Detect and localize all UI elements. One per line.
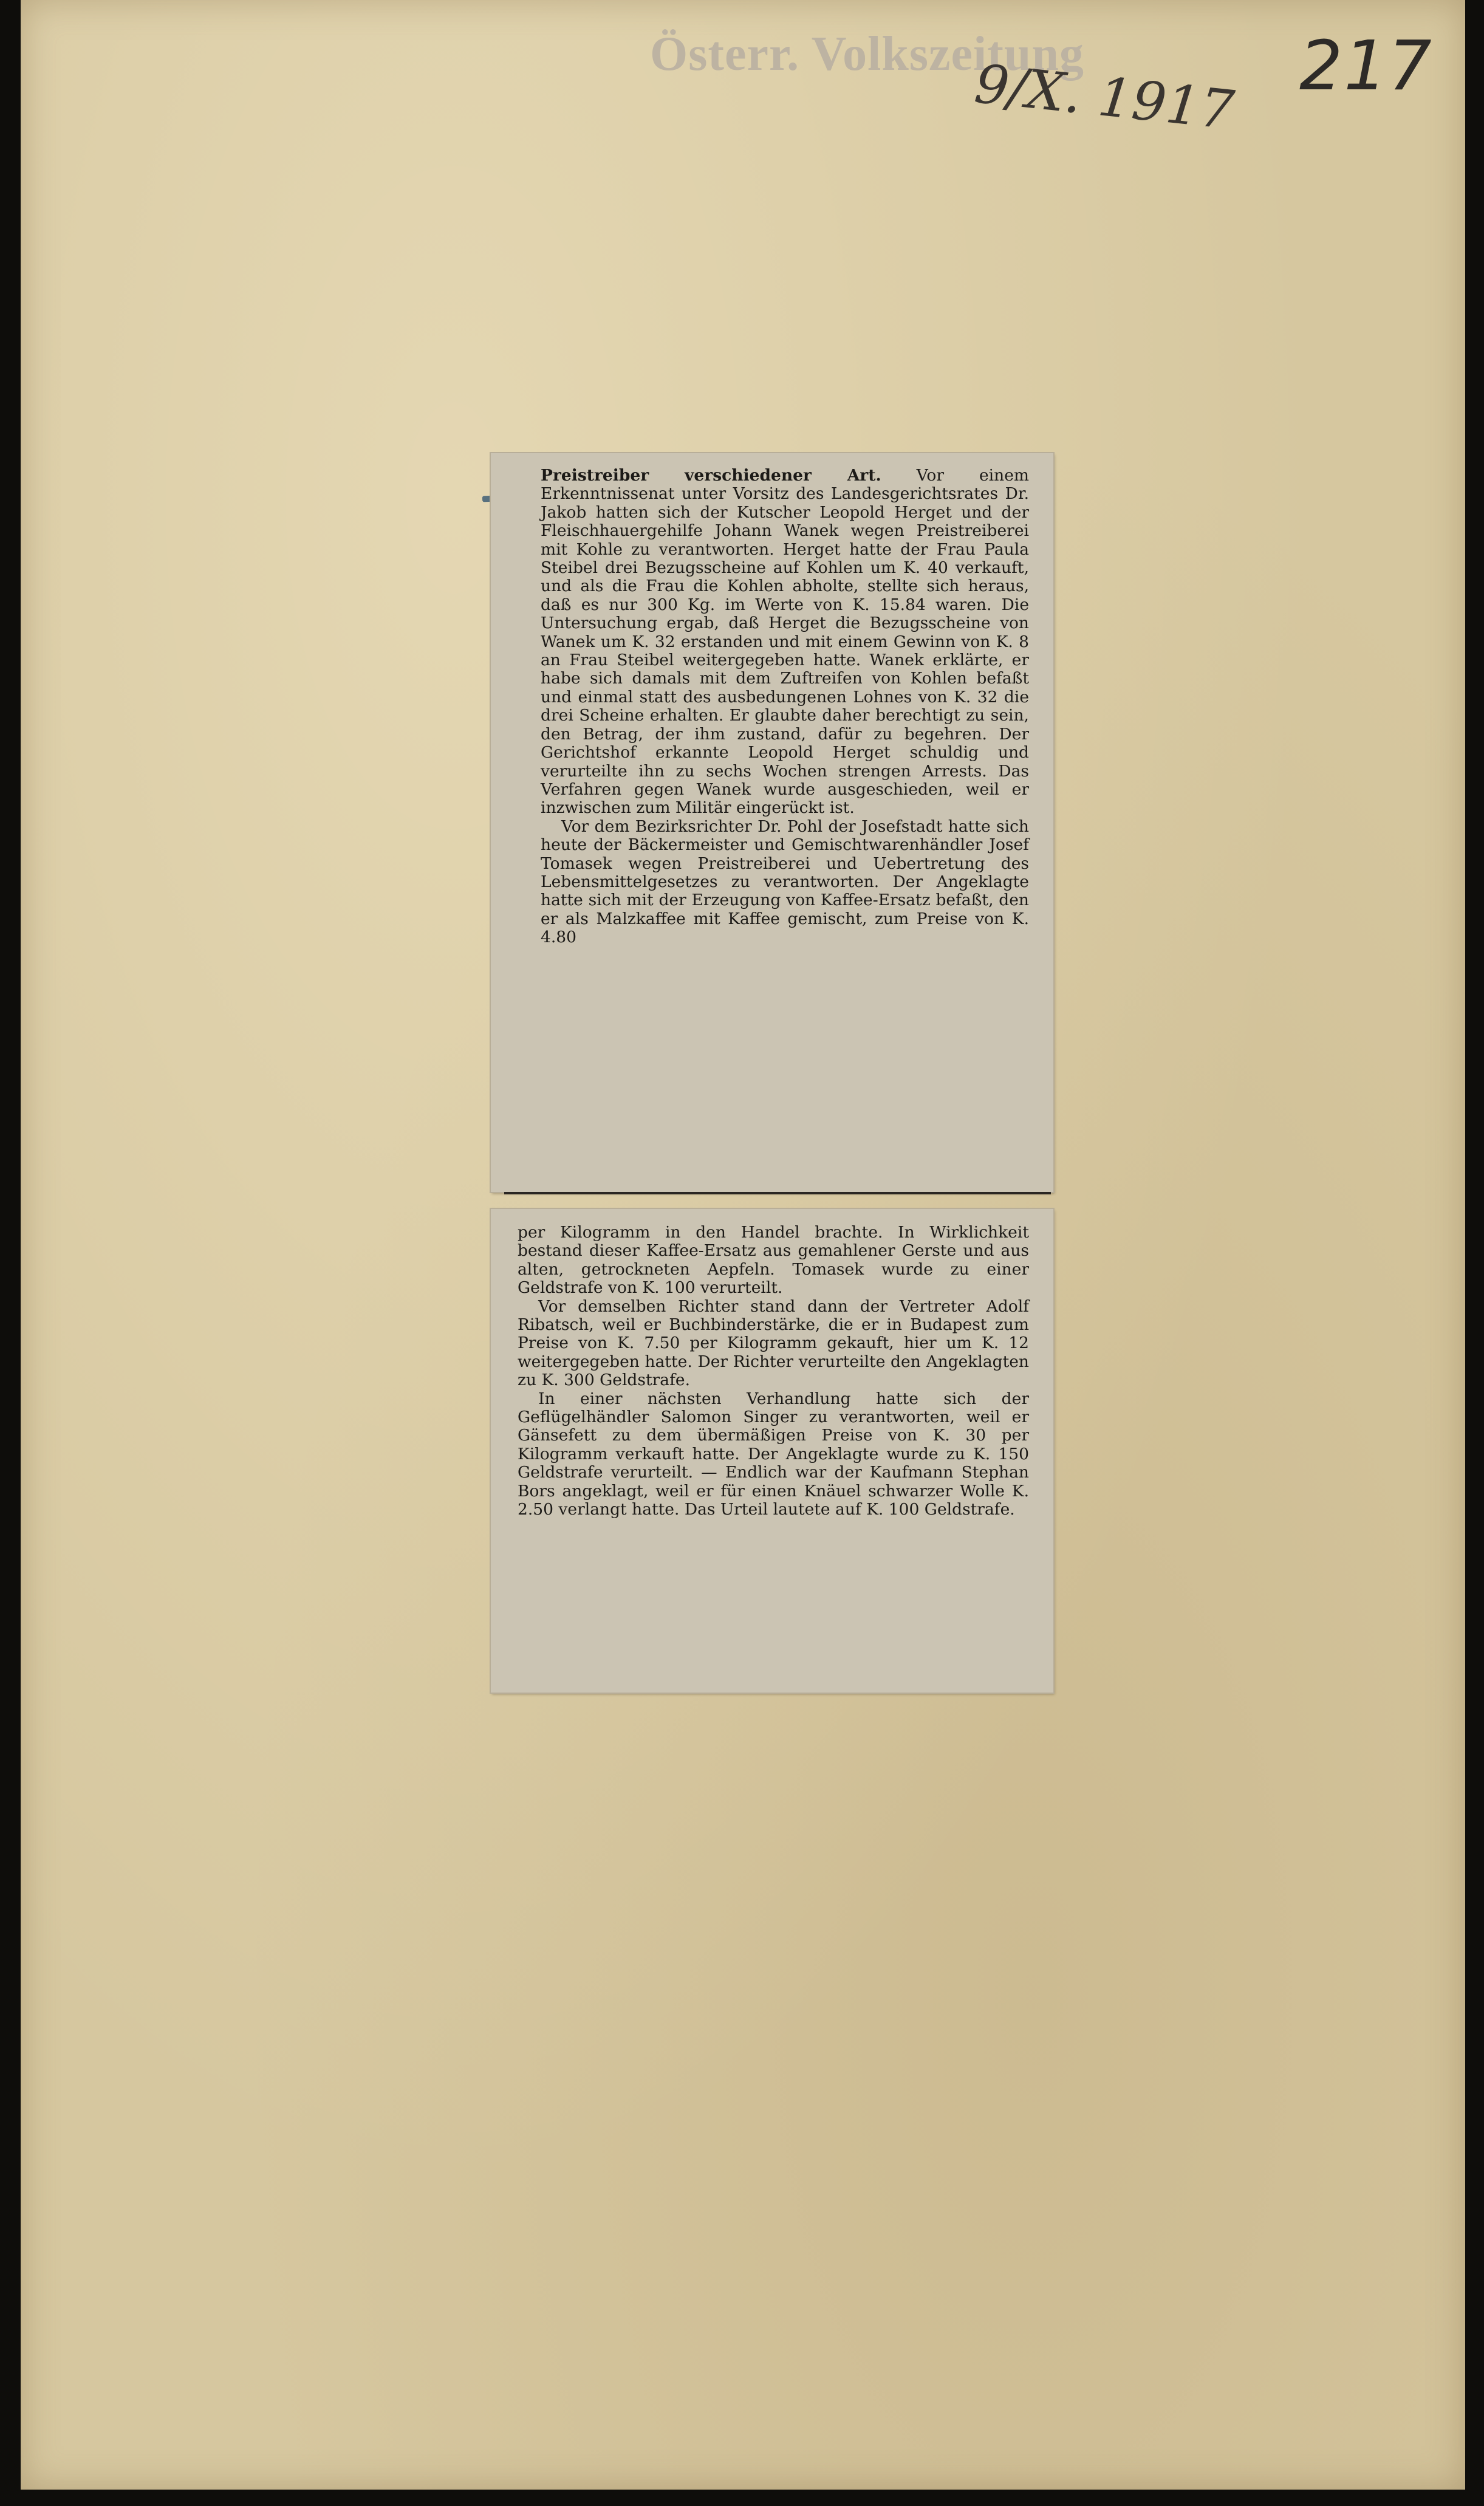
article-paragraph: Vor dem Bezirksrichter Dr. Pohl der Josefstadt hatte sich heute der Bäckermeister und Gemischtwarenhändler Josef Tomasek wegen Preistreiberei und Uebertretung des Lebensmittelgesetzes zu verantworten. Der Angeklagte hatte sich mit der Erzeugung von Kaffee-Ersatz befaßt, den er als Malzkaffee mit Kaffee gemischt, zum Preise von K. 4.80 xyxy=(541,817,1029,947)
clipping-separator xyxy=(504,1192,1051,1194)
newspaper-clipping-part-2 xyxy=(491,1209,1053,1693)
newspaper-clipping-part-1 xyxy=(491,453,1053,1192)
article-paragraph: per Kilogramm in den Handel brachte. In Wirklichkeit bestand dieser Kaffee-Ersatz aus gemahlener Gerste und aus alten, getrockneten Aepfeln. Tomasek wurde zu einer Geldstrafe von K. 100 verurteilt. xyxy=(518,1223,1029,1298)
article-paragraph-text: Vor einem Erkenntnissenat unter Vorsitz des Landesgerichtsrates Dr. Jakob hatten sich der Kutscher Leopold Herget und der Fleischhauergehilfe Johann Wanek wegen Preistreiberei mit Kohle zu verantworten. Herget hatte der Frau Paula Steibel drei Bezugsscheine auf Kohlen um K. 40 verkauft, und als die Frau die Kohlen abholte, stellte sich heraus, daß es nur 300 Kg. im Werte von K. 15.84 waren. Die Untersuchung ergab, daß Herget die Bezugsscheine von Wanek um K. 32 erstanden und mit einem Gewinn von K. 8 an Frau Steibel weitergegeben hatte. Wanek erklärte, er habe sich damals mit dem Zuftreifen von Kohlen befaßt und einmal statt des ausbedungenen Lohnes von K. 32 die drei Scheine erhalten. Er glaubte daher berechtigt zu sein, den Betrag, der ihm zustand, dafür zu begehren. Der Gerichtshof erkannte Leopold Herget schuldig und verurteilte ihn zu sechs Wochen strengen Arrests. Das Verfahren gegen Wanek wurde ausgeschieden, weil er inzwischen zum Militär eingerückt ist. xyxy=(541,466,1029,818)
article-paragraph: In einer nächsten Verhandlung hatte sich der Geflügelhändler Salomon Singer zu verantworten, weil er Gänsefett zu dem übermäßigen Preise von K. 30 per Kilogramm verkauft hatte. Der Angeklagte wurde zu K. 150 Geldstrafe verurteilt. — Endlich war der Kaufmann Stephan Bors angeklagt, weil er für einen Knäuel schwarzer Wolle K. 2.50 verlangt hatte. Das Urteil lautete auf K. 100 Geldstrafe. xyxy=(518,1389,1029,1519)
handwritten-date: 9/X. 1917 xyxy=(971,52,1237,142)
article-paragraph: Vor demselben Richter stand dann der Vertreter Adolf Ribatsch, weil er Buchbinderstärke, die er in Budapest zum Preise von K. 7.50 per Kilogramm gekauft, hier um K. 12 weitergegeben hatte. Der Richter verurteilte den Angeklagten zu K. 300 Geldstrafe. xyxy=(518,1296,1029,1390)
handwritten-page-number: 217 xyxy=(1299,27,1433,106)
newspaper-stamp: Österr. Volkszeitung xyxy=(650,27,1084,81)
article-paragraph xyxy=(541,467,1029,818)
article-headline: Preistreiber verschiedener Art. xyxy=(541,466,881,485)
